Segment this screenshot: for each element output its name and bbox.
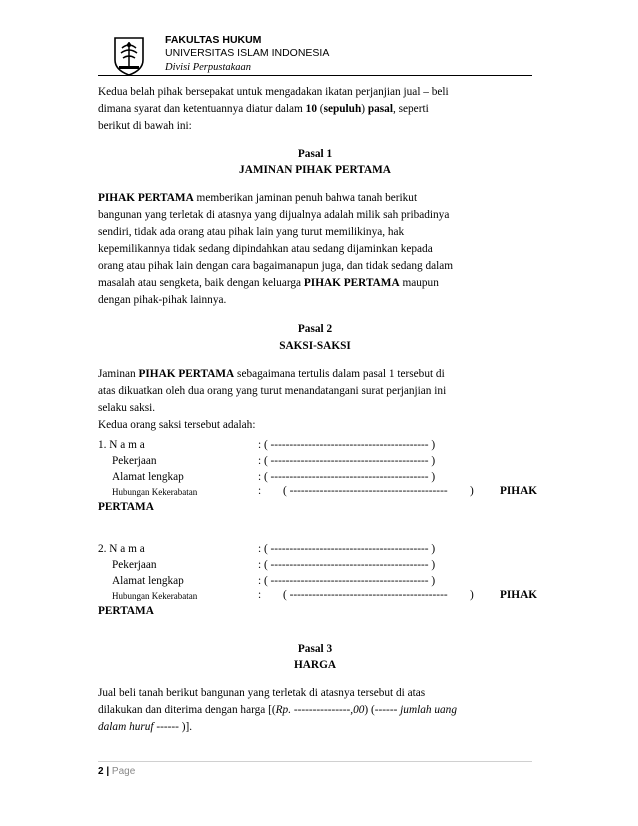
witness-1-pekerjaan-field: : ( ------------------------------------------ ) xyxy=(258,455,436,467)
witness-2-hubungan-label: Hubungan Kekerabatan xyxy=(112,591,198,601)
witness-1-pihak: PIHAK xyxy=(500,485,538,497)
header-rule xyxy=(98,75,532,76)
pasal-2-line-3: selaku saksi. xyxy=(98,402,156,414)
witness-2-alamat-label: Alamat lengkap xyxy=(112,575,184,587)
witness-1-alamat-label: Alamat lengkap xyxy=(112,471,184,483)
witness-2-pertama: PERTAMA xyxy=(98,605,154,617)
witness-2-hubungan-close: ) xyxy=(470,589,474,601)
witness-1-hubungan-close: ) xyxy=(470,485,474,497)
witness-1-hubungan-field: ( ------------------------------------------ xyxy=(283,485,448,497)
witness-2-pihak: PIHAK xyxy=(500,589,538,601)
witness-1-pekerjaan-label: Pekerjaan xyxy=(112,455,157,467)
pasal-3-line-3: dalam huruf ------ )]. xyxy=(98,721,193,733)
pasal-2-title: Pasal 2 xyxy=(297,323,333,335)
university-logo xyxy=(113,36,145,76)
pasal-1-line-3: sendiri, tidak ada orang atau pihak lain yang turut memilikinya, hak xyxy=(98,226,405,238)
footer-rule xyxy=(98,761,532,762)
pasal-1-line-4: kepemilikannya tidak sedang dipindahkan atau sedang dijaminkan kepada xyxy=(98,243,433,255)
intro-line-3: berikut di bawah ini: xyxy=(98,120,192,132)
witness-1-nama-label: 1. N a m a xyxy=(98,439,145,451)
witness-2-hubungan-field: ( ------------------------------------------ xyxy=(283,589,448,601)
division-name: Divisi Perpustakaan xyxy=(165,62,252,73)
university-name: UNIVERSITAS ISLAM INDONESIA xyxy=(165,47,330,59)
pasal-1-line-2: bangunan yang terletak di atasnya yang dijualnya adalah milik sah pribadinya xyxy=(98,209,450,221)
pasal-1-title: Pasal 1 xyxy=(297,148,333,160)
witness-2-alamat-field: : ( ------------------------------------------ ) xyxy=(258,575,436,587)
pasal-1-line-6: masalah atau sengketa, baik dengan keluarga PIHAK PERTAMA maupun xyxy=(98,277,439,289)
faculty-name: FAKULTAS HUKUM xyxy=(165,34,262,46)
pasal-3-heading: HARGA xyxy=(293,659,337,671)
pasal-3-line-2: dilakukan dan diterima dengan harga [(Rp. ---------------,00) (------ jumlah uang xyxy=(98,704,457,716)
pasal-1-line-5: orang atau pihak lain dengan cara bagaimanapun juga, dan tidak sedang dalam xyxy=(98,260,454,272)
pasal-3-line-1: Jual beli tanah berikut bangunan yang terletak di atasnya tersebut di atas xyxy=(98,687,426,699)
pasal-1-line-1: PIHAK PERTAMA memberikan jaminan penuh bahwa tanah berikut xyxy=(98,192,418,204)
witness-2-pekerjaan-label: Pekerjaan xyxy=(112,559,157,571)
pasal-2-line-2: atas dikuatkan oleh dua orang yang turut menandatangani surat perjanjian ini xyxy=(98,385,447,397)
pasal-1-line-7: dengan pihak-pihak lainnya. xyxy=(98,294,227,306)
witness-2-pekerjaan-field: : ( ------------------------------------------ ) xyxy=(258,559,436,571)
pasal-2-line-1: Jaminan PIHAK PERTAMA sebagaimana tertulis dalam pasal 1 tersebut di xyxy=(98,368,445,380)
pasal-2-line-4: Kedua orang saksi tersebut adalah: xyxy=(98,419,256,431)
intro-line-2: dimana syarat dan ketentuannya diatur dalam 10 (sepuluh) pasal, seperti xyxy=(98,103,429,115)
pasal-3-title: Pasal 3 xyxy=(297,643,333,655)
witness-1-alamat-field: : ( ------------------------------------------ ) xyxy=(258,471,436,483)
witness-2-nama-field: : ( ------------------------------------------ ) xyxy=(258,543,436,555)
witness-1-nama-field: : ( ------------------------------------------ ) xyxy=(258,439,436,451)
page-number: 2 | Page xyxy=(98,766,136,777)
intro-line-1: Kedua belah pihak bersepakat untuk mengadakan ikatan perjanjian jual – beli xyxy=(98,86,449,98)
witness-1-hubungan-label: Hubungan Kekerabatan xyxy=(112,487,198,497)
witness-2-nama-label: 2. N a m a xyxy=(98,543,145,555)
witness-1-pertama: PERTAMA xyxy=(98,501,154,513)
witness-1-hubungan-colon: : xyxy=(258,485,262,497)
pasal-2-heading: SAKSI-SAKSI xyxy=(279,340,351,352)
witness-2-hubungan-colon: : xyxy=(258,589,262,601)
pasal-1-heading: JAMINAN PIHAK PERTAMA xyxy=(239,164,391,176)
